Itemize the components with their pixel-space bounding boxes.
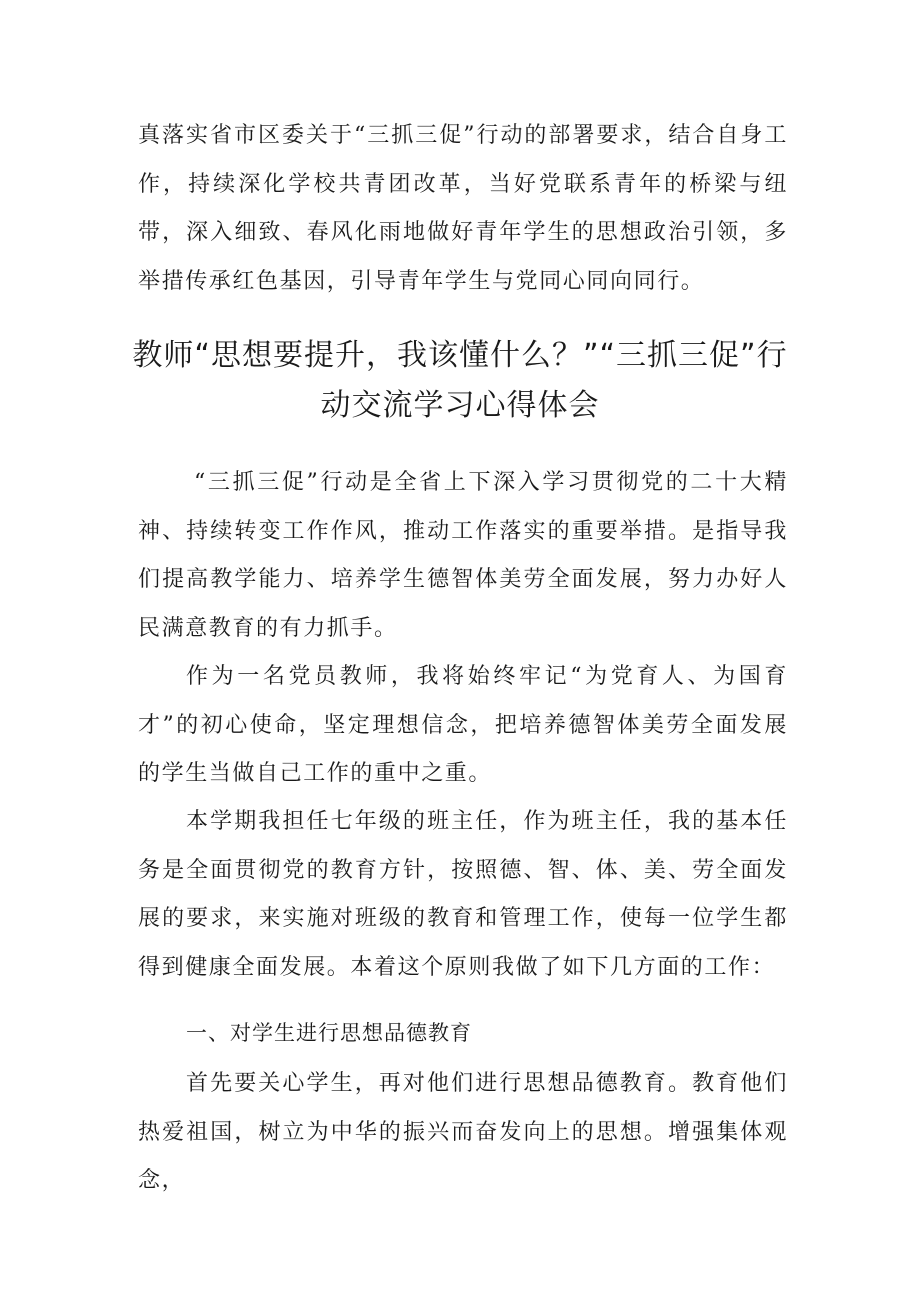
intro-paragraph: 真落实省市区委关于“三抓三促”行动的部署要求，结合自身工作，持续深化学校共青团改革，当好党联系青年的桥梁与纽带，深入细致、春风化雨地做好青年学生的思想政治引领，多举措传承红色基因，引导青年学生与党同心同向同行。 [138,123,788,294]
body-paragraph-2: 作为一名党员教师，我将始终牢记“为党育人、为国育才”的初心使命，坚定理想信念，把培养德智体美劳全面发展的学生当做自己工作的重中之重。 [138,664,788,786]
section-paragraph-1: 首先要关心学生，再对他们进行思想品德教育。教育他们热爱祖国，树立为中华的振兴而奋发向上的思想。增强集体观念， [138,1071,788,1193]
section-heading-1: 一、对学生进行思想品德教育 [186,1021,472,1045]
body-paragraph-3: 本学期我担任七年级的班主任，作为班主任，我的基本任务是全面贯彻党的教育方针，按照德、智、体、美、劳全面发展的要求，来实施对班级的教育和管理工作，使每一位学生都得到健康全面发展。本着这个原则我做了如下几方面的工作： [138,809,788,980]
document-title: 教师“思想要提升，我该懂什么？”“三抓三促”行动交流学习心得体会 [132,338,788,423]
body-paragraph-1: “三抓三促”行动是全省上下深入学习贯彻党的二十大精神、持续转变工作作风，推动工作落实的重要举措。是指导我们提高教学能力、培养学生德智体美劳全面发展，努力办好人民满意教育的有力抓手。 [138,470,788,641]
